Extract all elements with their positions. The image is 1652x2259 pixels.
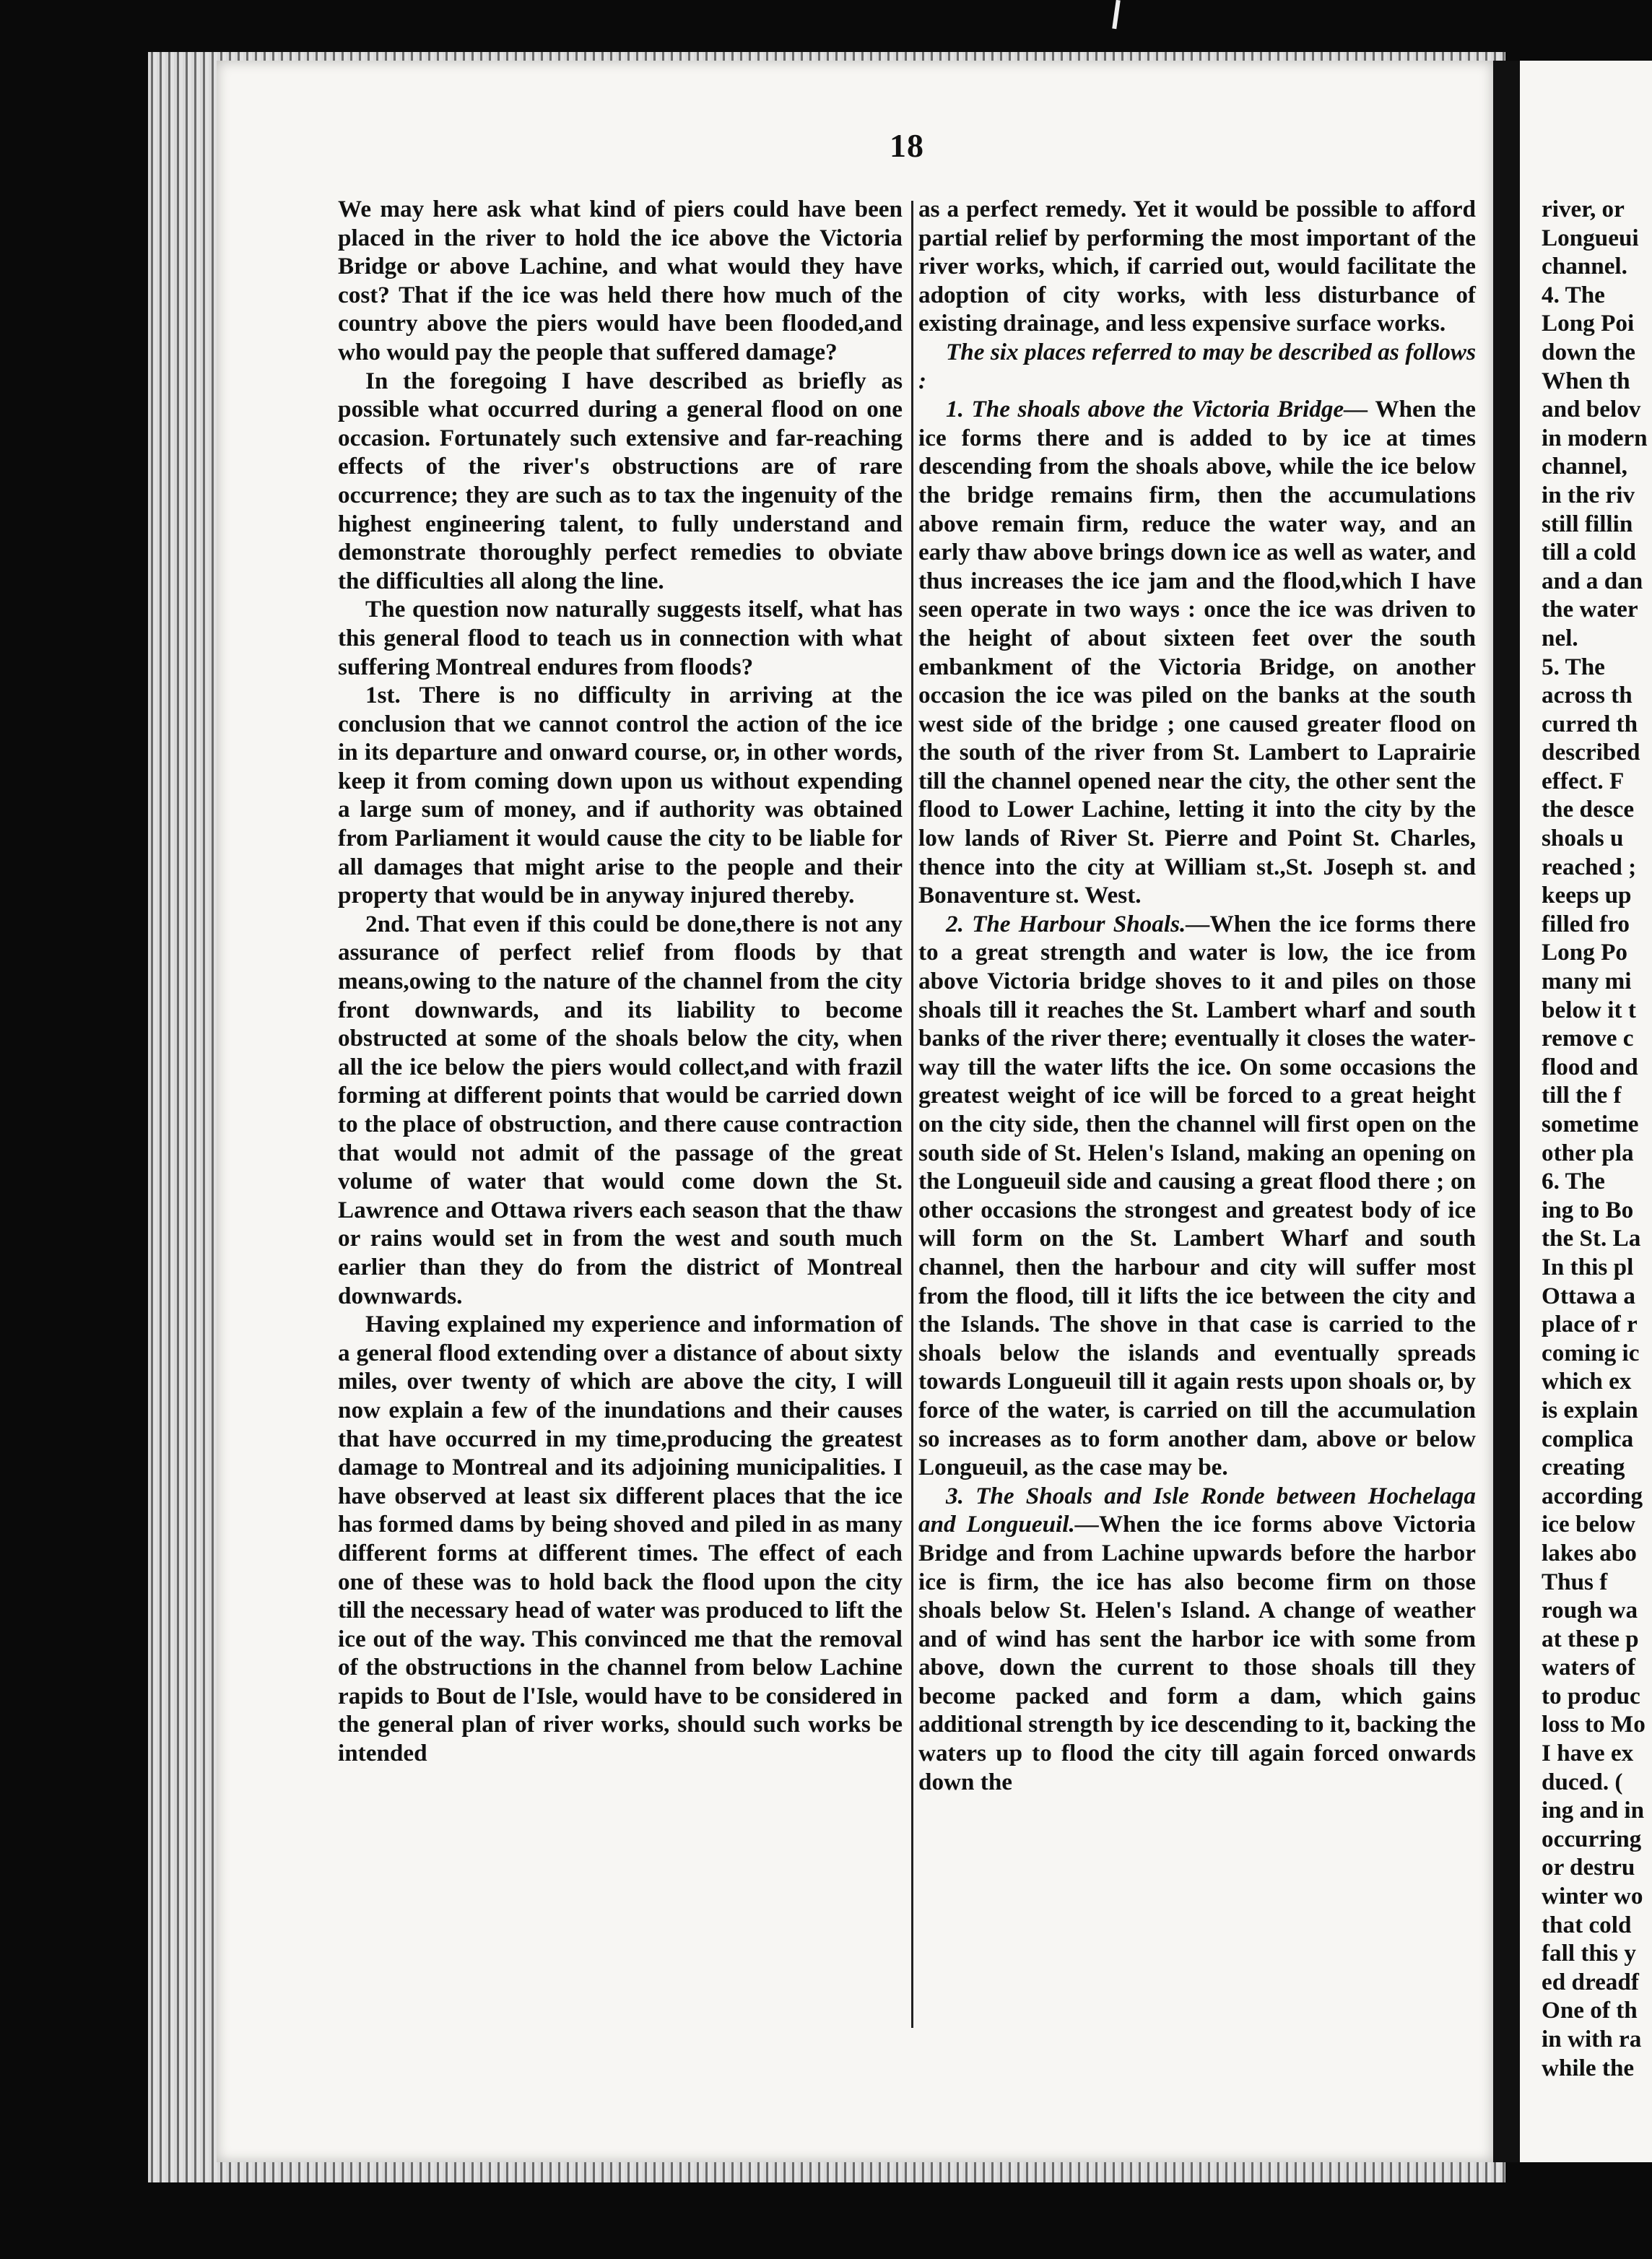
list-item: [918, 1482, 1476, 1797]
next-page-line: Long Poi: [1542, 310, 1635, 337]
next-page-line: that cold: [1542, 1911, 1632, 1938]
next-page-line: loss to Mo: [1542, 1711, 1646, 1738]
next-page-line: keeps up: [1542, 882, 1632, 909]
next-page-line: till the f: [1542, 1082, 1622, 1109]
next-page-line: flood and: [1542, 1053, 1638, 1080]
next-page-line: In this pl: [1542, 1253, 1634, 1280]
next-page-line: fall this y: [1542, 1940, 1636, 1967]
next-page-line: nel.: [1542, 624, 1578, 651]
next-page-line: in the riv: [1542, 481, 1635, 508]
next-page-line: ice below: [1542, 1511, 1635, 1538]
next-page-line: Thus f: [1542, 1568, 1608, 1595]
left-column: [338, 195, 903, 1768]
next-page-line: still fillin: [1542, 510, 1633, 537]
next-page-line: till a cold: [1542, 539, 1636, 566]
next-page-line: Longueui: [1542, 224, 1639, 251]
scan-mark: [1112, 0, 1121, 29]
paragraph: 2nd. That even if this could be done,there is not any assurance of perfect relief from floods by that means,owing to the nature of the channel from the city front downwards, and its liability to become obstructed at some of the shoals below the city, when all the ice below the piers would collect,and with frazil forming at different points that would be carried down to the place of obstruction, and there cause contraction that would not admit of the passage of the great volume of water that would come down the St. Lawrence and Ottawa rivers each season that the thaw or rains would set in from the west and south much earlier than they do from the district of Montreal downwards.: [338, 910, 903, 1309]
page-number: 18: [890, 127, 924, 164]
item-text: When the ice forms there and is added to by ice at times descending from the shoals above, while the ice below the bridge remains firm, then the accumulations above remain firm, reduce the water way, and an early thaw above brings down ice as well as water, and thus increases the ice jam and the flood,which I have seen operate in two ways : once the ice was driven to the height of about sixteen feet over the south embankment of the Victoria Bridge, on another occasion the ice was piled on the banks at the south west side of the bridge ; one caused greater flood on the south of the river from St. Lambert to Laprairie till the channel opened near the city, the other sent the flood to Lower Lachine, letting it into the city by the low lands of River St. Pierre and Point St. Charles, thence into the city at William st.,St. Joseph st. and Bonaventure st. West.: [918, 396, 1476, 909]
item-heading: 1. The shoals above the Victoria Bridge—: [946, 396, 1368, 423]
next-page-line: at these p: [1542, 1625, 1639, 1652]
next-page-line: across th: [1542, 682, 1633, 709]
book-gutter: [1493, 61, 1520, 2162]
next-page-line: and belov: [1542, 396, 1641, 423]
next-page-line: Ottawa a: [1542, 1282, 1635, 1309]
next-page-line: coming ic: [1542, 1339, 1640, 1366]
next-page-line: lakes abo: [1542, 1539, 1637, 1566]
next-page-line: complica: [1542, 1425, 1634, 1452]
next-page-line: which ex: [1542, 1368, 1632, 1395]
next-page-line: to produc: [1542, 1682, 1640, 1709]
next-page-line: effect. F: [1542, 767, 1625, 794]
next-page-line: below it t: [1542, 996, 1636, 1023]
item-heading: 3. The Shoals and Isle Ronde between Hochelaga and Longueuil.—: [918, 1482, 1476, 1538]
next-page-line: creating: [1542, 1454, 1625, 1481]
list-item: [918, 910, 1476, 1482]
next-page-line: place of r: [1542, 1311, 1638, 1338]
next-page-line: described: [1542, 739, 1640, 766]
next-page-line: down the: [1542, 338, 1636, 365]
next-page-line: 6. The: [1542, 1168, 1605, 1195]
next-page-line: rough wa: [1542, 1597, 1638, 1624]
paragraph: 1st. There is no difficulty in arriving at the conclusion that we cannot control the action of the ice in its departure and onward course, or, in other words, keep it from coming down upon us without expending a large sum of money, and if authority was obtained from Parliament it would cause the city to be liable for all damages that might arise to the people and their property that would be in anyway injured thereby.: [338, 682, 903, 909]
next-page-line: or destru: [1542, 1854, 1635, 1881]
next-page-line: and a dan: [1542, 567, 1643, 594]
next-page-line: channel.: [1542, 253, 1627, 280]
next-page-line: curred th: [1542, 710, 1638, 737]
next-page-line: waters of: [1542, 1654, 1635, 1681]
next-page-line: in modern: [1542, 424, 1648, 451]
next-page-line: occurring: [1542, 1825, 1642, 1852]
next-page-line: remove c: [1542, 1025, 1634, 1052]
next-page-line: sometime: [1542, 1111, 1639, 1137]
next-page-line: ing to Bo: [1542, 1196, 1634, 1223]
next-page-line: other pla: [1542, 1139, 1634, 1166]
paragraph: The question now naturally suggests itself, what has this general flood to teach us in connection with what suffering Montreal endures from floods?: [338, 596, 903, 680]
next-page-line: many mi: [1542, 968, 1632, 995]
section-intro: The six places referred to may be described as follows :: [918, 338, 1476, 394]
next-page-line: I have ex: [1542, 1740, 1634, 1767]
next-page-line: 5. The: [1542, 653, 1605, 680]
next-page-line: the water: [1542, 596, 1638, 623]
next-page-line: winter wo: [1542, 1883, 1643, 1910]
next-page-line: according: [1542, 1482, 1643, 1509]
next-page-line: channel,: [1542, 453, 1627, 480]
next-page-line: shoals u: [1542, 825, 1624, 852]
right-column: [918, 195, 1476, 1796]
next-page-line: the St. La: [1542, 1225, 1641, 1252]
column-divider: [911, 201, 913, 2028]
next-page-line: reached ;: [1542, 853, 1637, 880]
next-page-line: 4. The: [1542, 281, 1605, 308]
next-page-line: river, or: [1542, 196, 1625, 222]
next-page-line: ed dreadf: [1542, 1968, 1639, 1995]
item-text: When the ice forms above Victoria Bridge and from Lachine upwards before the harbor ice is firm, the ice has also become firm on those shoals below St. Helen's Island. A change of weather and of wind has sent the harbor ice with some from above, down the current to those shoals till they become packed and form a dam, which gains additional strength by ice descending to it, backing the waters up to flood the city till again forced onwards down the: [918, 1511, 1476, 1795]
list-item: [918, 395, 1476, 910]
next-page-line: One of th: [1542, 1997, 1638, 2024]
next-page-line: ing and in: [1542, 1797, 1645, 1824]
paragraph: We may here ask what kind of piers could have been placed in the river to hold the ice above the Victoria Bridge or above Lachine, and what would they have cost? That if the ice was held there how much of the country above the piers would have been flooded,and who would pay the people that suffered damage?: [338, 196, 903, 365]
paragraph: In the foregoing I have described as briefly as possible what occurred during a general flood on one occasion. Fortunately such extensive and far-reaching effects of the river's obstructions are of rare occurrence; they are such as to tax the ingenuity of the highest engineering talent, to fully understand and demonstrate thoroughly perfect remedies to obviate the difficulties all along the line.: [338, 367, 903, 594]
next-page-line: the desce: [1542, 796, 1635, 823]
next-page-text: [1542, 195, 1648, 2082]
paragraph: as a perfect remedy. Yet it would be possible to afford partial relief by performing the most important of the river works, which, if carried out, would facilitate the adoption of city works, with less disturbance of existing drainage, and less expensive surface works.: [918, 196, 1476, 337]
next-page-line: When th: [1542, 367, 1630, 394]
next-page-line: filled fro: [1542, 910, 1630, 937]
paragraph: Having explained my experience and information of a general flood extending over a distance of about sixty miles, over twenty of which are above the city, I will now explain a few of the inundations and their causes that have occurred in my time,producing the greatest damage to Montreal and its adjoining municipalities. I have observed at least six different places that the ice has formed dams by being shoved and piled in as many different forms at different times. The effect of each one of these was to hold back the flood upon the city till the necessary head of water was produced to lift the ice out of the way. This convinced me that the removal of the obstructions in the channel from below Lachine rapids to Bout de l'Isle, would have to be considered in the general plan of river works, should such works be intended: [338, 1311, 903, 1767]
next-page-line: is explain: [1542, 1396, 1638, 1423]
next-page-line: while the: [1542, 2054, 1635, 2081]
next-page-line: duced. (: [1542, 1768, 1623, 1795]
next-page-line: Long Po: [1542, 939, 1627, 966]
item-text: When the ice forms there to a great strength and water is low, the ice from above Victoria bridge shoves to it and piles on those shoals till it reaches the St. Lambert wharf and south banks of the river there; eventually it closes the water-way till the water lifts the ice. On some occasions the greatest weight of ice will be forced to a great height on the city side, then the channel will first open on the south side of St. Helen's Island, making an opening on the Longueuil side and causing a great flood there ; on other occasions the strongest and greatest body of ice will form on the St. Lambert Wharf and south channel, then the harbour and city will suffer most from the flood, till it lifts the ice between the city and the Islands. The shove in that case is carried to the shoals below the islands and eventually spreads towards Longueuil till it again rests upon shoals or, by force of the water, is carried on till the accumulation so increases as to form another dam, above or below Longueuil, as the case may be.: [918, 910, 1476, 1481]
item-heading: 2. The Harbour Shoals.—: [946, 910, 1210, 937]
next-page-line: in with ra: [1542, 2026, 1642, 2052]
